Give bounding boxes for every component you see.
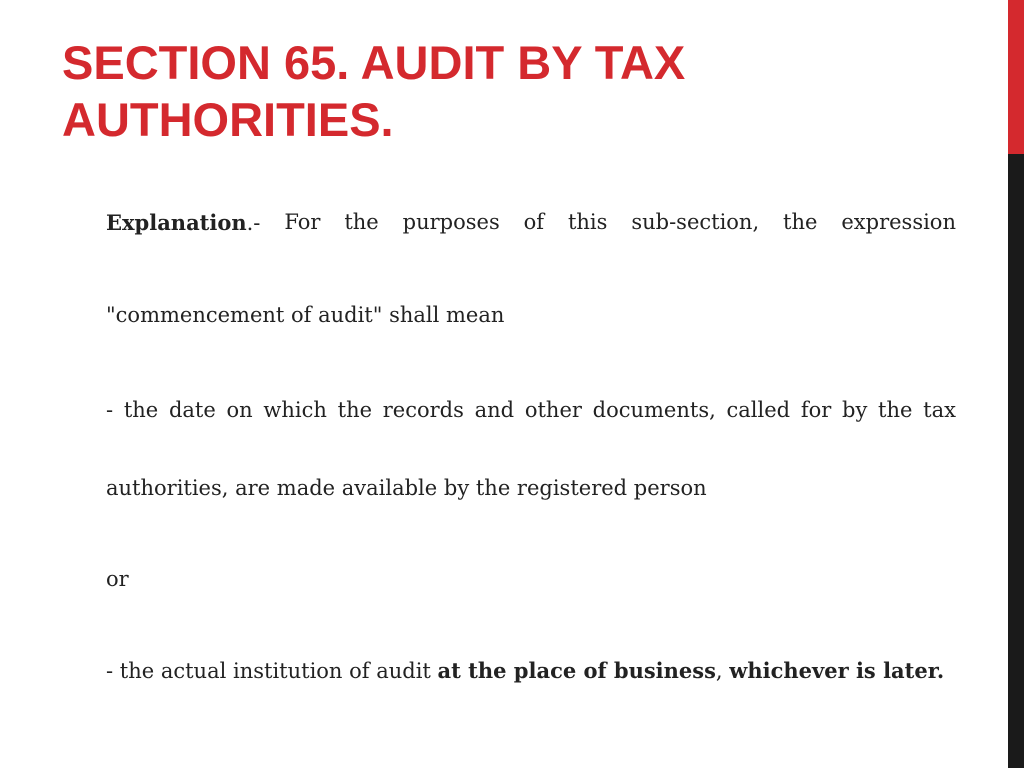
explanation-word: For [284,210,321,234]
condition-word: date [168,398,216,422]
explanation-dash: .- [246,211,261,235]
whichever-later-emphasis: whichever is later. [729,658,945,683]
condition-word: the [123,398,159,422]
condition-word: other [524,398,582,422]
or-connector: or [106,567,129,591]
explanation-word: the [344,210,379,234]
condition-word: for [800,398,832,422]
explanation-line [106,210,956,235]
second-condition-text: - the actual institution of audit [106,659,438,683]
explanation-label: Explanation [106,210,247,235]
comma-separator: , [715,659,730,683]
slide-title-line1: SECTION 65. AUDIT BY TAX [62,36,686,89]
first-condition-line [106,398,956,422]
place-of-business-emphasis: at the place of business [437,658,716,683]
condition-word: and [474,398,515,422]
accent-side-bar [1008,0,1024,768]
condition-word: on [226,398,253,422]
explanation-word: this [567,210,608,234]
condition-word: which [263,398,327,422]
condition-word: by [842,398,868,422]
accent-bar-dark [1008,154,1024,768]
explanation-word: of [523,210,545,234]
first-condition-continuation: authorities, are made available by the registered person [106,476,707,500]
slide-title-line2: AUTHORITIES. [62,93,394,146]
condition-word: tax [923,398,956,422]
definition-line: "commencement of audit" shall mean [106,303,505,327]
condition-word: called [726,398,791,422]
condition-word: the [878,398,913,422]
condition-word: - [106,398,114,422]
explanation-word: expression [841,210,956,234]
explanation-word: the [783,210,818,234]
condition-word: the [337,398,373,422]
condition-word: documents, [592,398,716,422]
explanation-word: sub-section, [631,210,760,234]
second-condition-line [106,658,956,683]
explanation-word: purposes [402,210,500,234]
accent-bar-red [1008,0,1024,154]
slide-title [62,34,962,148]
condition-word: records [382,398,464,422]
explanation-heading [106,210,260,235]
